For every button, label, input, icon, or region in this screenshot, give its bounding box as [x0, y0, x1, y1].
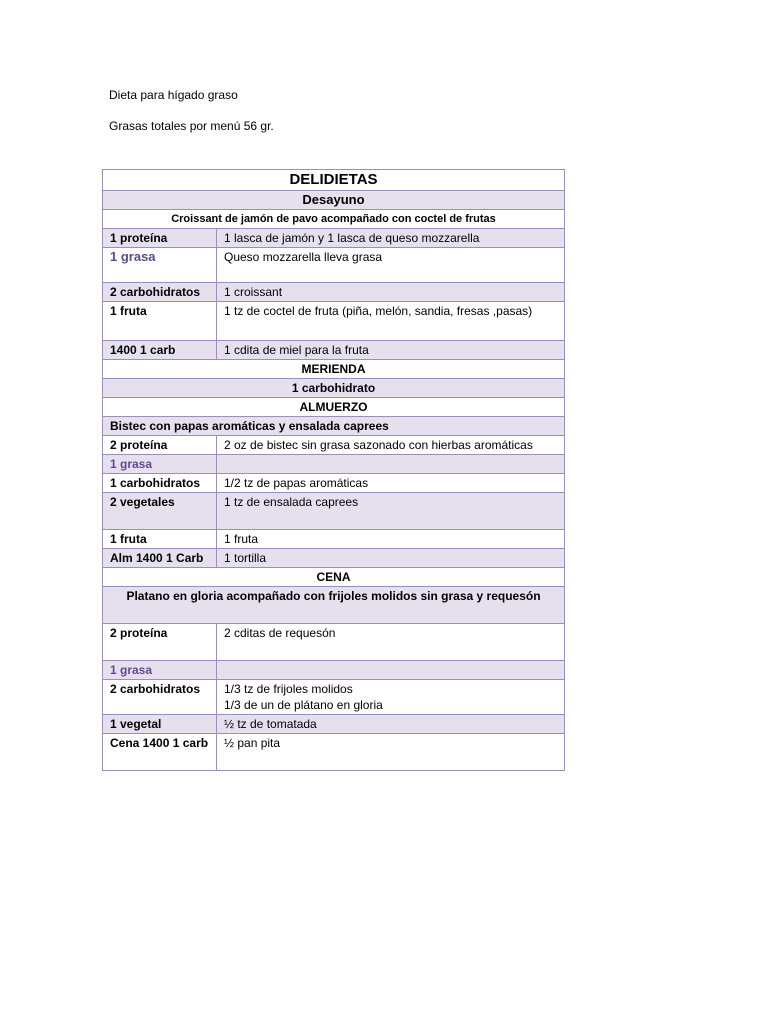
- food-cell: ½ pan pita: [217, 734, 565, 771]
- portion-cell: 2 vegetales: [103, 493, 217, 530]
- almuerzo-subtitle: Bistec con papas aromáticas y ensalada caprees: [103, 417, 565, 436]
- portion-cell: 2 carbohidratos: [103, 680, 217, 715]
- table-row: [103, 493, 565, 530]
- table-row: [103, 283, 565, 302]
- food-cell: 1 cdita de miel para la fruta: [217, 341, 565, 360]
- table-row: [103, 661, 565, 680]
- food-cell: 1 croissant: [217, 283, 565, 302]
- table-row: [103, 549, 565, 568]
- portion-cell: 1 grasa: [103, 661, 217, 680]
- food-line: 1/3 de un de plátano en gloria: [224, 698, 383, 712]
- portion-cell: 1 vegetal: [103, 715, 217, 734]
- food-cell: 1 fruta: [217, 530, 565, 549]
- merienda-header: MERIENDA: [103, 360, 565, 379]
- portion-cell: 1 carbohidratos: [103, 474, 217, 493]
- table-row: [103, 436, 565, 455]
- diet-table: [102, 169, 565, 771]
- document-title: Dieta para hígado graso: [109, 88, 238, 102]
- table-row: [103, 624, 565, 661]
- table-row: [103, 715, 565, 734]
- food-cell: 1 tz de ensalada caprees: [217, 493, 565, 530]
- table-row: [103, 455, 565, 474]
- table-row: [103, 530, 565, 549]
- portion-cell: 1400 1 carb: [103, 341, 217, 360]
- desayuno-header: Desayuno: [103, 191, 565, 210]
- food-cell: [217, 680, 565, 715]
- food-cell: 1/2 tz de papas aromáticas: [217, 474, 565, 493]
- table-title: DELIDIETAS: [103, 170, 565, 191]
- food-cell: 2 oz de bistec sin grasa sazonado con hierbas aromáticas: [217, 436, 565, 455]
- food-cell: 2 cditas de requesón: [217, 624, 565, 661]
- portion-cell: Alm 1400 1 Carb: [103, 549, 217, 568]
- food-cell: 1 lasca de jamón y 1 lasca de queso mozzarella: [217, 229, 565, 248]
- table-row: [103, 248, 565, 283]
- cena-subtitle: Platano en gloria acompañado con frijoles molidos sin grasa y requesón: [103, 587, 565, 624]
- portion-cell: 2 proteína: [103, 436, 217, 455]
- desayuno-subtitle: Croissant de jamón de pavo acompañado con coctel de frutas: [103, 210, 565, 229]
- portion-cell: 2 carbohidratos: [103, 283, 217, 302]
- portion-cell: 1 fruta: [103, 302, 217, 341]
- portion-cell: 2 proteína: [103, 624, 217, 661]
- table-row: [103, 734, 565, 771]
- portion-cell: Cena 1400 1 carb: [103, 734, 217, 771]
- food-line: 1/3 tz de frijoles molidos: [224, 682, 353, 696]
- cena-header: CENA: [103, 568, 565, 587]
- table-row: [103, 680, 565, 715]
- food-cell: 1 tz de coctel de fruta (piña, melón, sandia, fresas ,pasas): [217, 302, 565, 341]
- food-cell: [217, 661, 565, 680]
- table-row: [103, 302, 565, 341]
- food-cell: ½ tz de tomatada: [217, 715, 565, 734]
- merienda-item: 1 carbohidrato: [103, 379, 565, 398]
- portion-cell: 1 grasa: [103, 455, 217, 474]
- portion-cell: 1 proteína: [103, 229, 217, 248]
- food-cell: 1 tortilla: [217, 549, 565, 568]
- table-row: [103, 474, 565, 493]
- almuerzo-header: ALMUERZO: [103, 398, 565, 417]
- portion-cell: 1 fruta: [103, 530, 217, 549]
- total-fat-note: Grasas totales por menú 56 gr.: [109, 119, 274, 133]
- table-row: [103, 229, 565, 248]
- table-row: [103, 341, 565, 360]
- food-cell: [217, 455, 565, 474]
- portion-cell: 1 grasa: [103, 248, 217, 283]
- food-cell: Queso mozzarella lleva grasa: [217, 248, 565, 283]
